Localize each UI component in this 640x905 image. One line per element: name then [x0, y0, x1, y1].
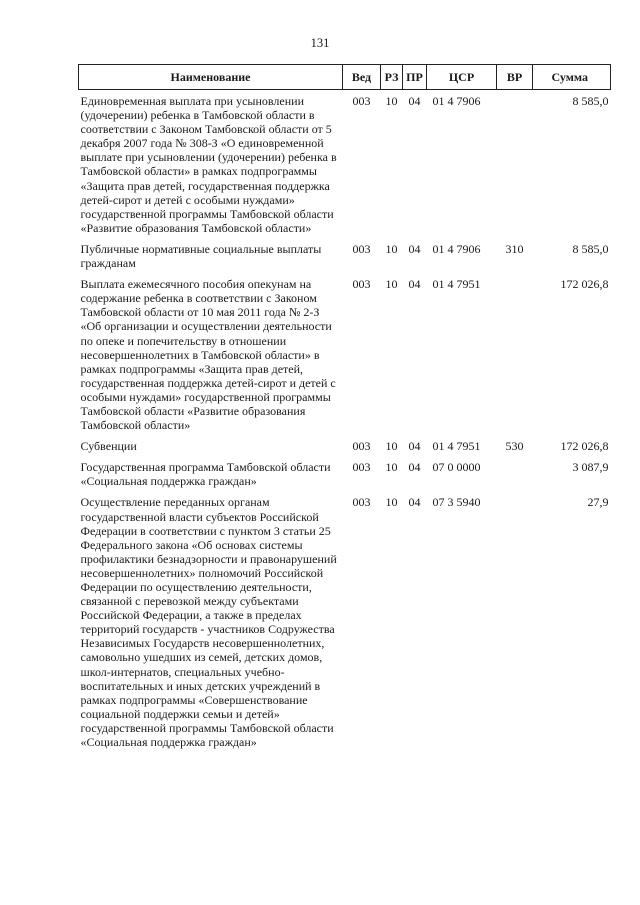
page-number: 131 [310, 36, 330, 50]
row-sum: 8 585,0 [572, 241, 609, 256]
row-vr [497, 273, 533, 435]
row-vr: 530 [505, 439, 524, 454]
row-name: Выплата ежемесячного пособия опекунам на содержание ребенка в соответствии с Законом Тамбовской области от 10 мая 2011 года № 2-З «Об организации и осуществлении деятельности по опеке и попечительству в отношении несовершеннолетних в Тамбовской области» в рамках подпрограммы «Защита прав детей, государственная поддержка детей-сирот и детей с особыми нуждами» государственной программы Тамбовской области «Развитие образования Тамбовской области» [80, 277, 336, 433]
row-rz: 10 [385, 495, 398, 510]
row-vr [497, 491, 533, 752]
row-name: Государственная программа Тамбовской области «Социальная поддержка граждан» [80, 460, 331, 489]
row-ved: 003 [352, 94, 371, 108]
row-sum: 3 087,9 [572, 460, 609, 475]
header-name: Наименование [79, 65, 343, 90]
row-csr: 01 4 7951 [432, 277, 481, 292]
row-pr: 04 [408, 460, 421, 475]
row-pr: 04 [408, 277, 421, 292]
header-vr: ВР [497, 65, 533, 90]
header-csr: ЦСР [427, 65, 497, 90]
row-pr: 04 [408, 439, 421, 454]
row-rz: 10 [385, 439, 398, 454]
row-ved: 003 [352, 495, 371, 510]
table-row [79, 491, 611, 752]
table-header-row [79, 65, 611, 90]
row-csr: 01 4 7906 [432, 241, 481, 256]
row-pr: 04 [408, 241, 421, 256]
budget-table [78, 64, 611, 752]
row-pr: 04 [408, 495, 421, 510]
row-ved: 003 [352, 460, 371, 475]
header-rz: РЗ [381, 65, 403, 90]
row-rz: 10 [385, 241, 398, 256]
row-rz: 10 [385, 94, 398, 108]
row-name: Осуществление переданных органам государственной власти субъектов Российской Федерации в соответствии с пунктом 3 статьи 25 Федерального закона «Об основах системы профилактики безнадзорности и правонарушений несовершеннолетних» полномочий Российской Федерации по осуществлению деятельности, связанной с перевозкой между субъектами Российской Федерации, а также в пределах территорий государств - участников Содружества Независимых Государств несовершеннолетних, самовольно ушедших из семей, детских домов, школ-интернатов, специальных учебно-воспитательных и иных детских учреждений в рамках подпрограммы «Совершенствование социальной поддержки семьи и детей» государственной программы Тамбовской области «Социальная поддержка граждан» [80, 495, 337, 750]
row-name: Единовременная выплата при усыновлении (удочерении) ребенка в Тамбовской области в соответствии с Законом Тамбовской области от 5 декабря 2007 года № 308-З «О единовременной выплате при усыновлении (удочерении) ребенка в Тамбовской области» в рамках подпрограммы «Защита прав детей, государственная поддержка детей-сирот и детей с особыми нуждами» государственной программы Тамбовской области «Развитие образования Тамбовской области» [80, 94, 337, 235]
row-csr: 07 0 0000 [432, 460, 481, 475]
row-vr [497, 456, 533, 491]
row-vr: 310 [505, 241, 524, 256]
row-ved: 003 [352, 277, 371, 292]
header-ved: Вед [343, 65, 381, 90]
row-ved: 003 [352, 241, 371, 256]
row-pr: 04 [408, 94, 421, 108]
row-csr: 01 4 7951 [432, 439, 481, 454]
row-rz: 10 [385, 277, 398, 292]
row-csr: 01 4 7906 [432, 94, 481, 108]
row-name: Публичные нормативные социальные выплаты гражданам [80, 241, 322, 271]
row-sum: 172 026,8 [560, 277, 609, 292]
row-name: Субвенции [80, 439, 137, 454]
table-row [79, 90, 611, 238]
row-rz: 10 [385, 460, 398, 475]
row-sum: 27,9 [587, 495, 609, 510]
row-ved: 003 [352, 439, 371, 454]
table-row [79, 238, 611, 273]
header-sum: Сумма [533, 65, 611, 90]
row-vr [497, 90, 533, 238]
header-pr: ПР [403, 65, 427, 90]
table-row [79, 435, 611, 456]
row-csr: 07 3 5940 [432, 495, 481, 510]
row-sum: 172 026,8 [560, 439, 609, 454]
table-row [79, 273, 611, 435]
row-sum: 8 585,0 [572, 94, 609, 108]
table-row [79, 456, 611, 491]
